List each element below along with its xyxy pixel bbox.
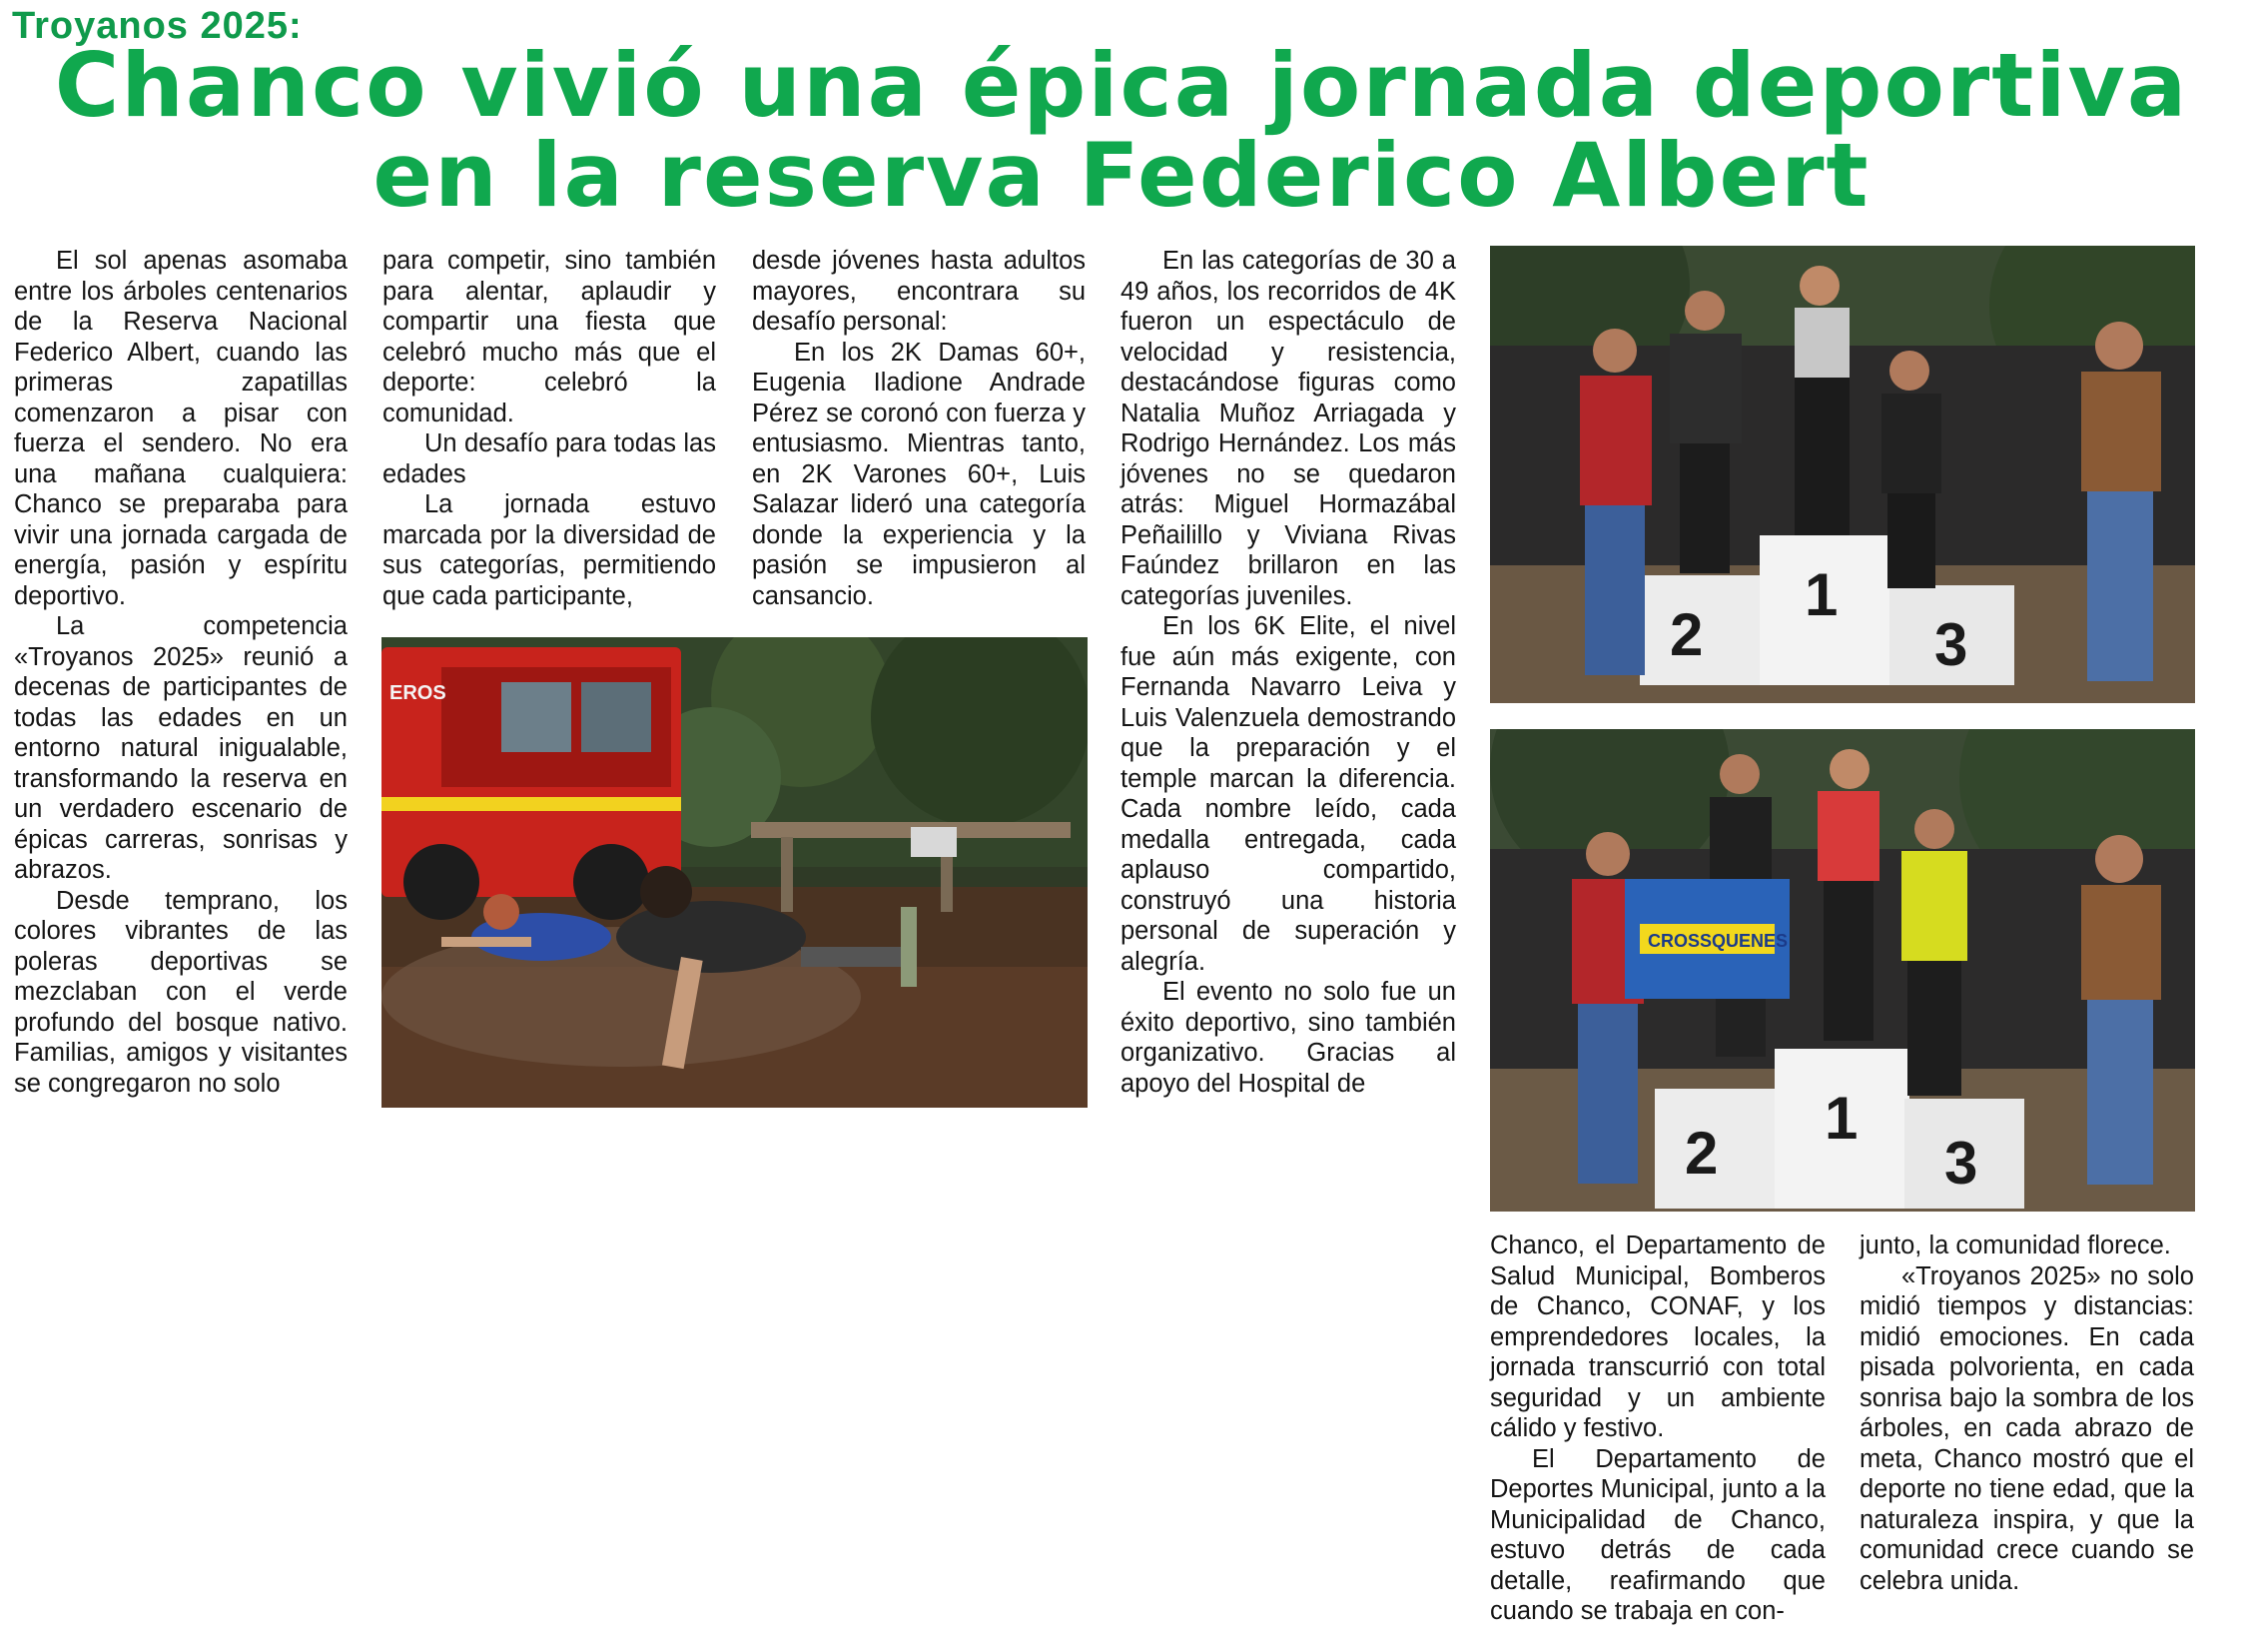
truck-lettering: EROS — [389, 682, 446, 704]
paragraph: El Departamento de Deportes Municipal, junto a la Municipalidad de Chanco, estuvo detrás de cada detalle, reafirmando que cuando se trabaja en con- — [1490, 1444, 1826, 1625]
paragraph: junto, la comunidad florece. — [1860, 1232, 2171, 1259]
place-1-label: 1 — [1825, 1085, 1859, 1152]
place-1-label: 1 — [1805, 561, 1839, 628]
paragraph: La competencia «Troyanos 2025» reunió a decenas de participantes de todas las edades en un entorno natural inigualable, transformando la reserva en un verdadero escenario de épicas carreras, sonrisas y abrazos. — [14, 612, 348, 884]
paragraph: Chanco, el Departamento de Salud Municipal, Bomberos de Chanco, CONAF, y los emprendedores locales, la jornada transcurrió con total seguridad y un ambiente cálido y festivo. — [1490, 1232, 1826, 1442]
paragraph: En las categorías de 30 a 49 años, los recorridos de 4K fueron un espectáculo de velocidad y resistencia, destacándose figuras como Natalia Muñoz Arriagada y Rodrigo Hernández. Los más jóvenes no se quedaron atrás: Miguel Hormazábal Peñailillo y Viviana Rivas Faúndez brillaron en las categorías juveniles. — [1121, 247, 1456, 610]
headline-line-1: Chanco vivió una épica jornada deportiva — [54, 34, 2189, 137]
banner-text: CROSSQUENES — [1648, 931, 1789, 951]
paragraph: desde jóvenes hasta adultos mayores, encontrara su desafío personal: — [752, 247, 1086, 336]
athlete-first-place — [1818, 749, 1879, 1041]
paragraph: El sol apenas asomaba entre los árboles centenarios de la Reserva Nacional Federico Albert, cuando las primeras zapatillas comenzaron a pisar con fuerza el sendero. No era una mañana cualquiera: Chanco se preparaba para vivir una jornada cargada de energía, pasión y espíritu deportivo. — [14, 247, 348, 610]
article-column-3 — [752, 246, 1086, 611]
section-kicker: Troyanos 2025: — [12, 5, 303, 47]
person-right-jacket — [2081, 835, 2161, 1185]
person-right-jacket — [2081, 322, 2161, 681]
article-column-1 — [14, 246, 348, 1099]
place-3-label: 3 — [1934, 611, 1968, 678]
place-2-label: 2 — [1670, 601, 1704, 668]
paragraph: Desde temprano, los colores vibrantes de las poleras deportivas se mezclaban con el verde profundo del bosque nativo. Familias, amigos y visitantes se congregaron no solo — [14, 886, 348, 1098]
crossquenes-banner — [1625, 879, 1790, 999]
paragraph: En los 6K Elite, el nivel fue aún más exigente, con Fernanda Navarro Leiva y Luis Valenzuela demostrando que la preparación y el temple marcan la diferencia. Cada nombre leído, cada medalla entregada, cada aplauso compartido, construyó una historia personal de superación y alegría. — [1121, 612, 1456, 976]
article-column-4 — [1121, 246, 1456, 1099]
subheading: Un desafío para todas las edades — [382, 429, 716, 488]
paragraph: «Troyanos 2025» no solo midió tiempos y distancias: midió emociones. En cada pisada polvorienta, en cada sonrisa bajo la sombra de los árboles, en cada abrazo de meta, Chanco mostró que el deporte no tiene edad, que la naturaleza inspira, y que la comunidad crece cuando se celebra unida. — [1860, 1261, 2194, 1595]
paragraph: para competir, sino también para alentar, aplaudir y compartir una fiesta que celebró mucho más que el deporte: celebró la comunidad. — [382, 247, 716, 427]
article-column-6 — [1860, 1231, 2194, 1596]
headline-line-2: en la reserva Federico Albert — [373, 124, 1870, 227]
mud-crawl-photo — [381, 637, 1088, 1108]
place-3-label: 3 — [1944, 1130, 1978, 1197]
women-podium-photo — [1490, 246, 2195, 703]
paragraph: La jornada estuvo marcada por la diversidad de sus categorías, permitiendo que cada participante, — [382, 490, 716, 610]
paragraph: En los 2K Damas 60+, Eugenia Iladione Andrade Pérez se coronó con fuerza y entusiasmo. Mientras tanto, en 2K Varones 60+, Luis Salazar lideró una categoría donde la experiencia y la pasión se impusieron al cansancio. — [752, 338, 1086, 610]
article-column-2 — [382, 246, 716, 611]
article-column-5 — [1490, 1231, 1826, 1627]
athlete-third-place — [1901, 809, 1967, 1096]
person-left-plaid — [1580, 329, 1652, 675]
paragraph: El evento no solo fue un éxito deportivo, sino también organizativo. Gracias al apoyo del Hospital de — [1121, 978, 1456, 1098]
place-2-label: 2 — [1685, 1120, 1719, 1187]
men-podium-photo — [1490, 729, 2195, 1212]
